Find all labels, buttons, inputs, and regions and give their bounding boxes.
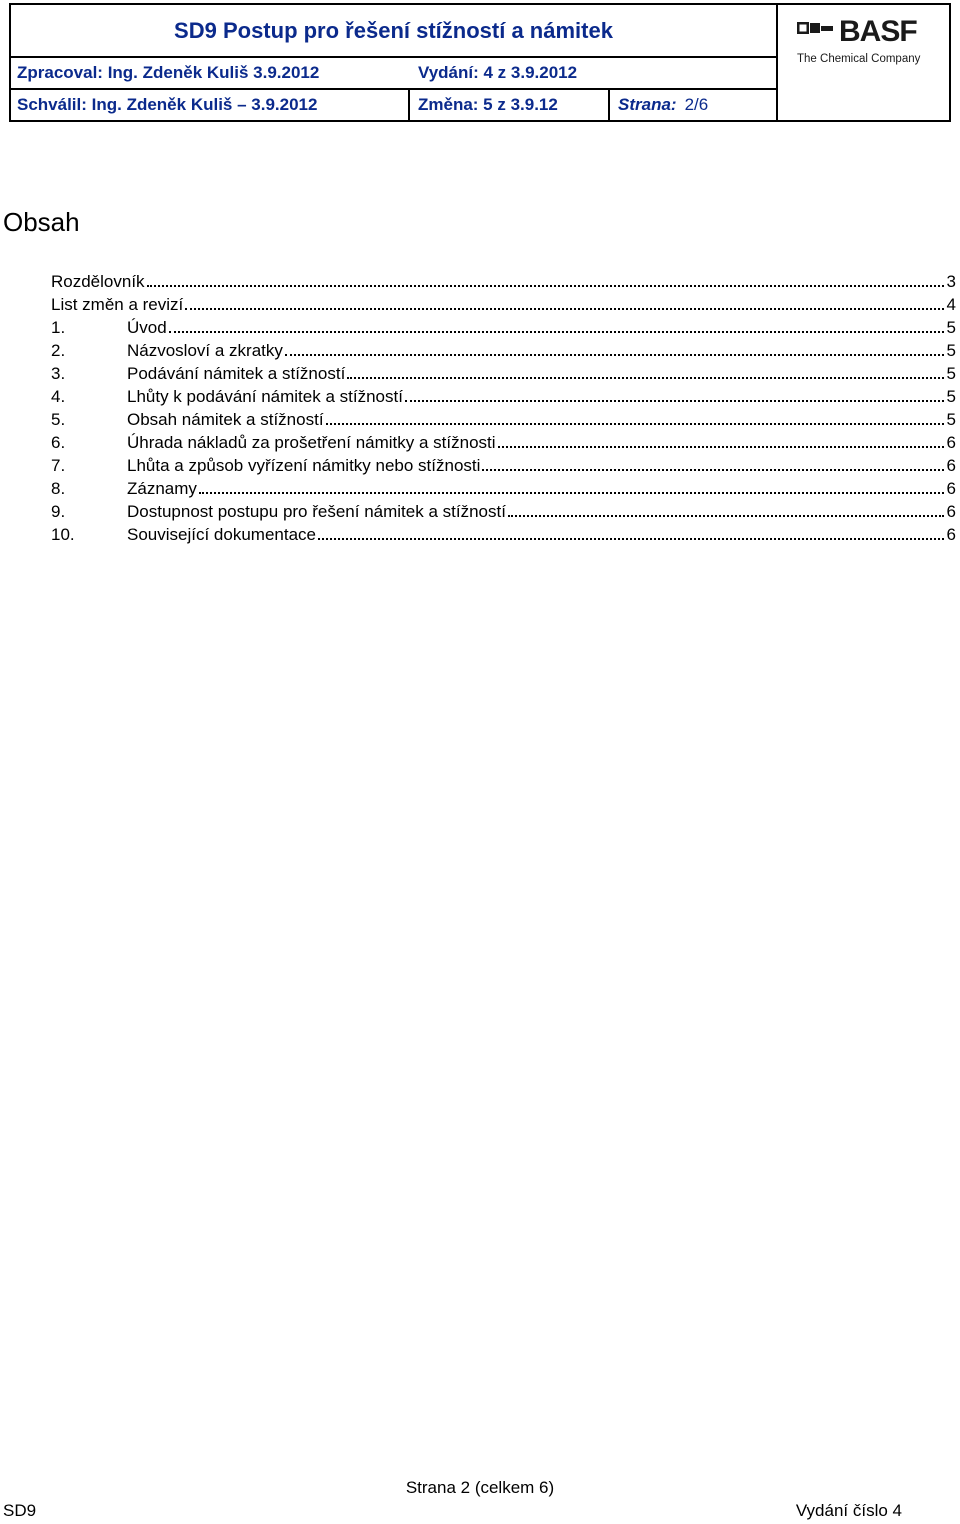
toc-dot-leader	[147, 281, 944, 287]
toc-entry-number: 5.	[51, 410, 66, 429]
toc-dot-leader	[347, 373, 943, 379]
prepared-by: Zpracoval: Ing. Zdeněk Kuliš 3.9.2012	[17, 63, 320, 82]
toc-entry-title[interactable]: Dostupnost postupu pro řešení námitek a stížností	[127, 502, 506, 521]
toc-entry[interactable]	[51, 477, 956, 500]
table-of-contents	[51, 270, 956, 546]
document-header	[9, 3, 951, 122]
edition-info: Vydání: 4 z 3.9.2012	[418, 63, 578, 82]
toc-entry-page: 5	[946, 410, 956, 429]
toc-entry[interactable]	[51, 293, 956, 316]
toc-entry-number: 9.	[51, 502, 66, 521]
toc-entry-number: 4.	[51, 387, 66, 406]
toc-dot-leader	[285, 350, 944, 356]
toc-dot-leader	[498, 442, 944, 448]
toc-entry-title[interactable]: Rozdělovník	[51, 272, 145, 291]
toc-entry-title[interactable]: Související dokumentace	[127, 525, 316, 544]
toc-entry-number: 8.	[51, 479, 66, 498]
toc-entry[interactable]	[51, 454, 956, 477]
toc-entry-page: 5	[946, 318, 956, 337]
toc-dot-leader	[482, 465, 943, 471]
toc-dot-leader	[318, 534, 944, 540]
logo-wordmark: BASF	[839, 15, 917, 48]
basf-logo	[780, 5, 951, 120]
change-info: Změna: 5 z 3.9.12	[410, 90, 610, 120]
page-info	[610, 90, 776, 120]
toc-entry-number: 3.	[51, 364, 66, 383]
toc-entry[interactable]	[51, 523, 956, 546]
toc-dot-leader	[199, 488, 944, 494]
toc-entry-title[interactable]: List změn a revizí	[51, 295, 184, 314]
footer-edition: Vydání číslo 4	[795, 1501, 902, 1520]
toc-entry-page: 6	[946, 433, 956, 452]
toc-entry-page: 3	[946, 272, 956, 291]
page-value: 2/6	[684, 95, 709, 114]
toc-entry-number: 7.	[51, 456, 66, 475]
toc-entry[interactable]	[51, 385, 956, 408]
toc-entry-number: 1.	[51, 318, 66, 337]
toc-dot-leader	[326, 419, 944, 425]
basf-logo-mark-icon	[797, 22, 835, 46]
toc-entry-title[interactable]: Úvod	[127, 318, 167, 337]
toc-entry-title[interactable]: Lhůta a způsob vyřízení námitky nebo stížnosti	[127, 456, 481, 475]
toc-entry-title[interactable]: Podávání námitek a stížností	[127, 364, 346, 383]
toc-dot-leader	[405, 396, 944, 402]
toc-entry[interactable]	[51, 362, 956, 385]
toc-entry-title[interactable]: Obsah námitek a stížností	[127, 410, 324, 429]
footer-page-count: Strana 2 (celkem 6)	[405, 1478, 555, 1497]
toc-entry[interactable]	[51, 339, 956, 362]
toc-entry-title[interactable]: Názvosloví a zkratky	[127, 341, 283, 360]
toc-entry-page: 6	[946, 479, 956, 498]
toc-title: Obsah	[3, 207, 80, 237]
toc-entry-title[interactable]: Záznamy	[127, 479, 197, 498]
toc-entry-page: 5	[946, 364, 956, 383]
toc-entry-page: 4	[946, 295, 956, 314]
toc-entry[interactable]	[51, 316, 956, 339]
logo-tagline: The Chemical Company	[797, 53, 921, 65]
toc-entry-number: 6.	[51, 433, 66, 452]
toc-entry-page: 6	[946, 525, 956, 544]
toc-dot-leader	[185, 304, 943, 310]
toc-entry-title[interactable]: Úhrada nákladů za prošetření námitky a stížnosti	[127, 433, 496, 452]
toc-entry-number: 10.	[51, 525, 75, 544]
toc-entry[interactable]	[51, 431, 956, 454]
toc-entry-page: 5	[946, 341, 956, 360]
toc-dot-leader	[169, 327, 944, 333]
toc-entry[interactable]	[51, 408, 956, 431]
toc-entry[interactable]	[51, 500, 956, 523]
header-row-prepared	[11, 58, 778, 90]
toc-entry[interactable]	[51, 270, 956, 293]
approved-by: Schválil: Ing. Zdeněk Kuliš – 3.9.2012	[11, 90, 410, 120]
document-title: SD9 Postup pro řešení stížností a námitek	[11, 5, 778, 58]
toc-entry-number: 2.	[51, 341, 66, 360]
toc-dot-leader	[508, 511, 944, 517]
toc-entry-page: 6	[946, 456, 956, 475]
toc-entry-page: 6	[946, 502, 956, 521]
header-row-approved	[11, 90, 778, 120]
toc-entry-title[interactable]: Lhůty k podávání námitek a stížností	[127, 387, 403, 406]
page-label: Strana:	[618, 95, 677, 114]
toc-entry-page: 5	[946, 387, 956, 406]
footer-doc-id: SD9	[3, 1501, 37, 1520]
